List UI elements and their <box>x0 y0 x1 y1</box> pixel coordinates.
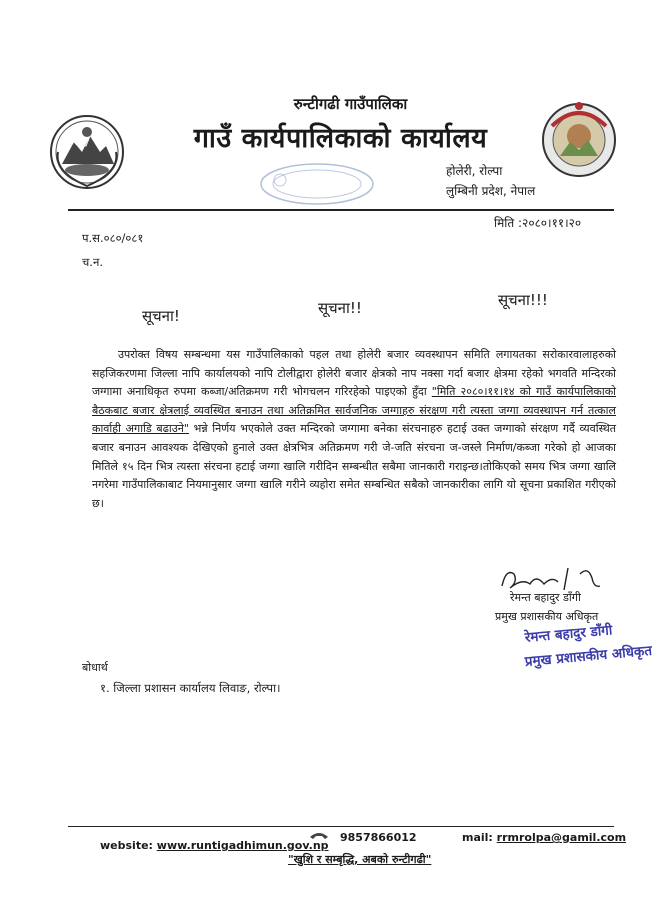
footer-slogan: "खुशि र सम्बृद्धि, अबको रुन्टीगढी" <box>288 853 432 866</box>
header-divider <box>68 209 614 211</box>
stamp-signatory-title: प्रमुख प्रशासकीय अधिकृत <box>524 642 653 670</box>
cc-label: बोधार्थ <box>82 661 108 674</box>
address-line-1: होलेरी, रोल्पा <box>446 164 503 178</box>
phone-icon <box>308 830 330 840</box>
address-line-2: लुम्बिनी प्रदेश, नेपाल <box>446 184 536 198</box>
body-decision-quote: "मिति २०८०।११।१४ को गाउँ कार्यपालिकाको बैठकबाट बजार क्षेत्रलाई व्यवस्थित बनाउन तथा अतिक्रमित सार्वजनिक जग्गाहरु संरक्षण गरी त्यस्ता जग्गा व्यवस्थापन गर्न तत्काल कार्वाही अगाडि बढाउने" <box>92 385 616 436</box>
website-label: website: <box>100 839 153 852</box>
dispatch-number: च.न. <box>82 255 103 269</box>
body-text-end: भन्ने निर्णय भएकोले उक्त मन्दिरको जग्गामा बनेका संरचनाहरु हटाई उक्त जग्गाको संरक्षण गर्दै व्यवस्थित बजार बनाउन आवश्यक देखिएको हुनाले उक्त क्षेत्रभित्र अतिक्रमण गरी जे-जति संरचना ज-जस्ले निर्माण/कब्जा गरेको हो आजका मितिले १५ दिन भित्र त्यस्ता संरचना हटाई जग्गा खालि गरीदिन सम्बन्धीत सबैमा जानकारी गराइन्छ।तोकिएको समय भित्र जग्गा खालि नगरेमा गाउँपालिकाबाट नियमानुसार जग्गा खालि गरीने व्यहोरा समेत सम्बन्धित सबैको जानकारीका लागि यो सूचना प्रकाशित गरीएको छ। <box>92 422 616 510</box>
notice-body <box>92 346 616 513</box>
office-title: गाउँ कार्यपालिकाको कार्यालय <box>193 123 488 154</box>
body-text-start: उपरोक्त विषय सम्बन्धमा यस गाउँपालिकाको पहल तथा होलेरी बजार व्यवस्थापन समिति लगायतका सरोकारवालाहरुको सहजिकरणमा जिल्ला नापि कार्यालयको नापि टोलीद्वारा होलेरी बजार क्षेत्रको नाप नक्सा गर्दा बजार क्षेत्रमा रहेको भगवति मन्दिरको जग्गामा अनाधिकृत रुपमा कब्जा/अतिक्रमण गरी भोगचलन गरिरहेको पाइएको हुँदा <box>92 348 616 399</box>
signatory-title: प्रमुख प्रशासकीय अधिकृत <box>495 610 599 623</box>
footer-divider <box>68 826 614 827</box>
letter-date: मिति :२०८०।११।२० <box>494 216 582 230</box>
mail-link[interactable]: rrmrolpa@gamil.com <box>496 831 627 844</box>
mail-label: mail: <box>462 831 493 844</box>
footer-website <box>100 839 329 852</box>
notice-heading-3: सूचना!!! <box>498 291 548 309</box>
signatory-name: रेमन्त बहादुर डाँगी <box>510 591 581 604</box>
stamp-signatory-name: रेमन्त बहादुर डाँगी <box>524 622 613 646</box>
cc-item: १. जिल्ला प्रशासन कार्यालय लिवाङ, रोल्पा। <box>100 681 281 695</box>
footer-phone: 9857866012 <box>340 831 417 844</box>
footer-mail <box>462 831 626 844</box>
municipality-name: रुन्टीगढी गाउँपालिका <box>293 95 408 113</box>
notice-heading-1: सूचना! <box>142 307 180 325</box>
notice-heading-2: सूचना!! <box>318 299 362 317</box>
website-link[interactable]: www.runtigadhimun.gov.np <box>156 839 329 852</box>
reference-number: प.स.०८०/०८१ <box>82 231 144 245</box>
office-stamp-icon <box>258 162 376 206</box>
